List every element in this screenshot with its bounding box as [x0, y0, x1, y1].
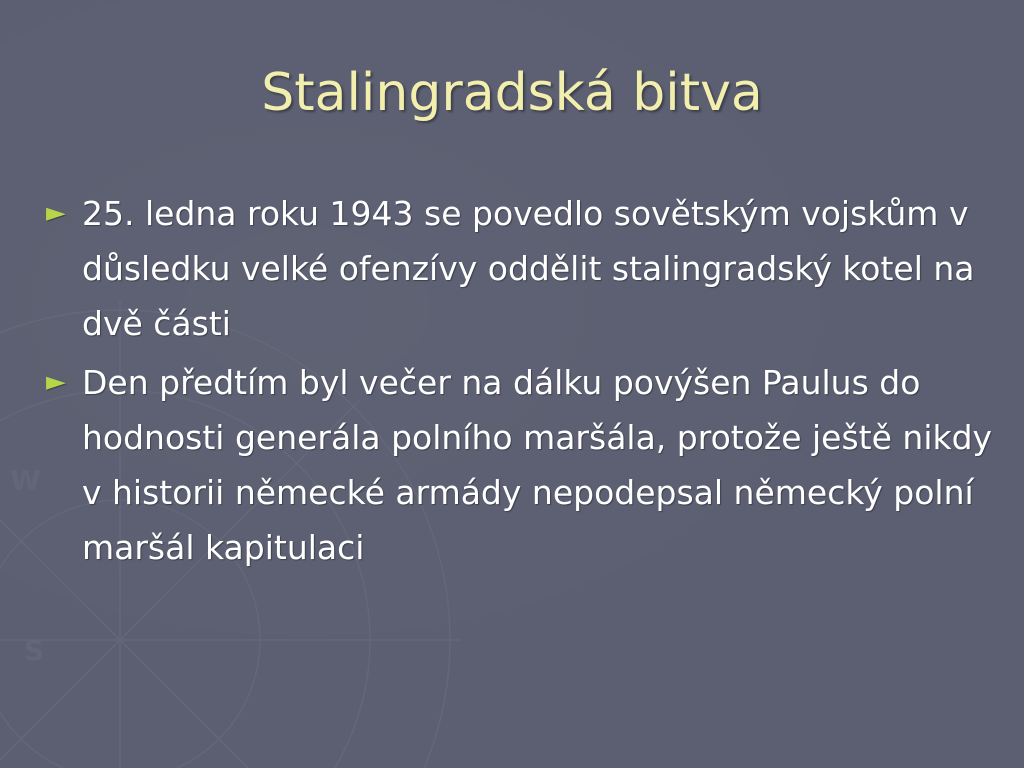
bullet-item [44, 355, 994, 575]
svg-text:S: S [24, 634, 45, 667]
svg-text:W: W [10, 464, 41, 497]
triangle-right-icon: ► [46, 198, 66, 228]
slide-title: Stalingradská bitva [261, 63, 763, 123]
triangle-right-icon: ► [46, 367, 66, 397]
bullet-list [44, 186, 994, 579]
bullet-text: Den předtím byl večer na dálku povýšen Paulus do hodnosti generála polního maršála, protože ještě nikdy v historii německé armády nepodepsal německý polní maršál kapitulaci [82, 363, 993, 567]
bullet-item [44, 186, 994, 351]
bullet-text: 25. ledna roku 1943 se povedlo sovětským vojskům v důsledku velké ofenzívy oddělit stalingradský kotel na dvě části [82, 194, 975, 343]
